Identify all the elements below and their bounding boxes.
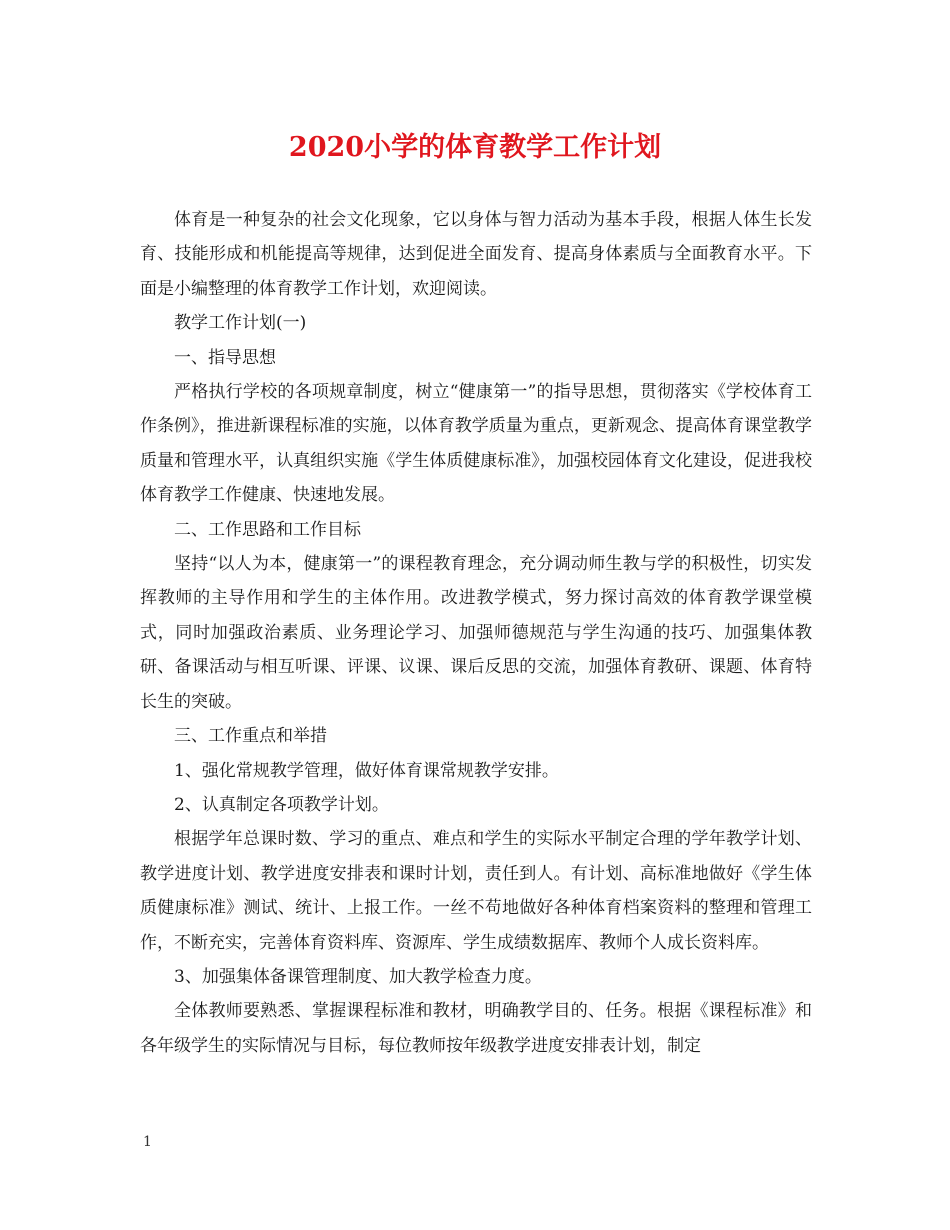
- paragraph-work-goals: 坚持“以人为本，健康第一”的课程教育理念，充分调动师生教与学的积极性，切实发挥教师的主导作用和学生的主体作用。改进教学模式，努力探讨高效的体育教学课堂模式，同时加强政治素质、业务理论学习、加强师德规范与学生沟通的技巧、加强集体教研、备课活动与相互听课、评课、议课、课后反思的交流，加强体育教研、课题、体育特长生的突破。: [140, 554, 812, 712]
- section-heading-guiding-thought: 一、指导思想: [174, 347, 276, 368]
- page-number: 1: [143, 1134, 152, 1150]
- paragraph-guiding-thought: 严格执行学校的各项规章制度，树立“健康第一”的指导思想，贯彻落实《学校体育工作条例》，推进新课程标准的实施，以体育教学质量为重点，更新观念、提高体育课堂教学质量和管理水平，认真组织实施《学生体质健康标准》，加强校园体育文化建设，促进我校体育教学工作健康、快速地发展。: [140, 382, 812, 506]
- document-body: [140, 203, 812, 1063]
- paragraph-intro: 体育是一种复杂的社会文化现象，它以身体与智力活动为基本手段，根据人体生长发育、技能形成和机能提高等规律，达到促进全面发育、提高身体素质与全面教育水平。下面是小编整理的体育教学工作计划，欢迎阅读。: [140, 210, 812, 299]
- list-item-3: 3、加强集体备课管理制度、加大教学检查力度。: [174, 966, 542, 987]
- section-heading-plan-one: 教学工作计划(一): [174, 313, 307, 334]
- section-heading-work-goals: 二、工作思路和工作目标: [174, 519, 361, 540]
- list-item-1: 1、强化常规教学管理，做好体育课常规教学安排。: [174, 760, 559, 781]
- list-item-2: 2、认真制定各项教学计划。: [174, 794, 389, 815]
- paragraph-teaching-plans: 根据学年总课时数、学习的重点、难点和学生的实际水平制定合理的学年教学计划、教学进度计划、教学进度安排表和课时计划，责任到人。有计划、高标准地做好《学生体质健康标准》测试、统计、上报工作。一丝不苟地做好各种体育档案资料的整理和管理工作，不断充实，完善体育资料库、资源库、学生成绩数据库、教师个人成长资料库。: [140, 829, 812, 953]
- paragraph-curriculum: 全体教师要熟悉、掌握课程标准和教材，明确教学目的、任务。根据《课程标准》和各年级学生的实际情况与目标，每位教师按年级教学进度安排表计划，制定: [140, 1001, 812, 1056]
- document-title: 2020小学的体育教学工作计划: [288, 132, 662, 163]
- section-heading-key-measures: 三、工作重点和举措: [174, 726, 327, 747]
